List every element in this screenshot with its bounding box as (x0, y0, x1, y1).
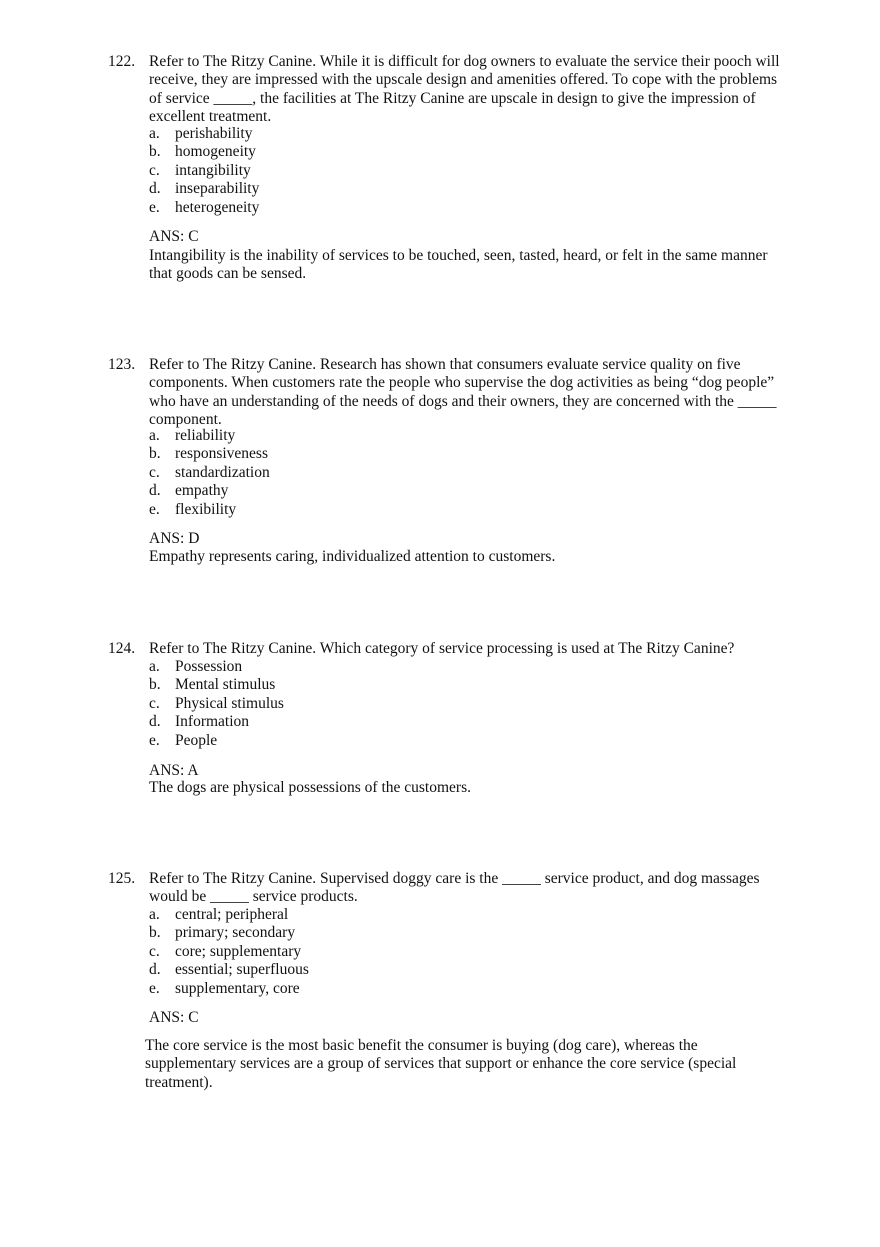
option-a (149, 427, 749, 445)
option-text: heterogeneity (175, 198, 260, 216)
explanation-line: supplementary services are a group of services that support or enhance the core service (special (145, 1055, 737, 1073)
question-number: 125. (108, 870, 136, 887)
option-e (149, 501, 749, 519)
answer-key: ANS: C (149, 1009, 199, 1026)
option-c (149, 162, 749, 180)
option-text: empathy (175, 482, 229, 500)
option-e (149, 199, 749, 217)
question-stem (149, 53, 799, 127)
option-a (149, 125, 749, 143)
option-letter: a. (149, 906, 160, 923)
stem-line: Refer to The Ritzy Canine. Which category of service processing is used at The Ritzy Canine? (149, 640, 735, 657)
option-a (149, 906, 749, 924)
option-text: supplementary, core (175, 979, 300, 997)
answer-explanation (145, 1037, 805, 1092)
option-letter: b. (149, 445, 161, 463)
option-b (149, 143, 749, 161)
stem-line: excellent treatment. (149, 108, 272, 126)
answer-explanation (149, 247, 809, 284)
explanation-line: Intangibility is the inability of services to be touched, seen, tasted, heard, or felt in the same manner (149, 247, 768, 264)
option-letter: a. (149, 427, 160, 444)
option-text: homogeneity (175, 143, 256, 161)
option-text: essential; superfluous (175, 961, 309, 979)
option-text: intangibility (175, 161, 251, 179)
option-letter: d. (149, 713, 161, 731)
option-letter: b. (149, 924, 161, 942)
option-d (149, 482, 749, 500)
option-letter: c. (149, 942, 160, 960)
explanation-line: The core service is the most basic benefit the consumer is buying (dog care), whereas the (145, 1037, 698, 1054)
option-text: People (175, 731, 218, 749)
option-e (149, 980, 749, 998)
option-d (149, 180, 749, 198)
question-number: 124. (108, 640, 136, 657)
option-letter: a. (149, 658, 160, 675)
option-text: Possession (175, 658, 243, 675)
explanation-line: The dogs are physical possessions of the customers. (149, 779, 471, 796)
answer-options (149, 125, 749, 217)
option-c (149, 464, 749, 482)
option-letter: c. (149, 161, 160, 179)
option-letter: b. (149, 676, 161, 694)
answer-key: ANS: A (149, 762, 199, 779)
option-text: perishability (175, 125, 253, 142)
option-letter: c. (149, 694, 160, 712)
question-stem (149, 356, 799, 430)
option-c (149, 695, 749, 713)
option-text: core; supplementary (175, 942, 302, 960)
option-letter: b. (149, 143, 161, 161)
answer-options (149, 427, 749, 519)
answer-options (149, 906, 749, 998)
option-letter: e. (149, 500, 160, 518)
stem-line: receive, they are impressed with the upscale design and amenities offered. To cope with the problems (149, 71, 778, 89)
option-text: responsiveness (175, 445, 268, 463)
stem-line: Refer to The Ritzy Canine. While it is difficult for dog owners to evaluate the service their pooch will (149, 53, 780, 70)
explanation-line: that goods can be sensed. (149, 265, 307, 283)
option-text: reliability (175, 427, 236, 444)
option-letter: e. (149, 731, 160, 749)
question-number: 122. (108, 53, 136, 70)
answer-key: ANS: D (149, 530, 200, 547)
option-text: primary; secondary (175, 924, 296, 942)
option-letter: c. (149, 463, 160, 481)
option-letter: e. (149, 979, 160, 997)
option-text: central; peripheral (175, 906, 289, 923)
option-b (149, 445, 749, 463)
stem-line: would be _____ service products. (149, 888, 358, 906)
option-text: standardization (175, 463, 270, 481)
stem-line: components. When customers rate the people who supervise the dog activities as being “dog people” (149, 374, 775, 392)
stem-line: who have an understanding of the needs of dogs and their owners, they are concerned with the _____ (149, 392, 777, 410)
answer-options (149, 658, 749, 750)
stem-line: component. (149, 411, 222, 429)
option-text: Information (175, 713, 250, 731)
question-stem (149, 640, 799, 658)
option-text: Physical stimulus (175, 694, 284, 712)
option-letter: d. (149, 961, 161, 979)
option-text: flexibility (175, 500, 237, 518)
option-e (149, 732, 749, 750)
option-d (149, 713, 749, 731)
explanation-line: treatment). (145, 1073, 213, 1091)
option-letter: a. (149, 125, 160, 142)
option-letter: d. (149, 180, 161, 198)
option-a (149, 658, 749, 676)
option-letter: d. (149, 482, 161, 500)
option-b (149, 924, 749, 942)
option-letter: e. (149, 198, 160, 216)
option-b (149, 676, 749, 694)
option-text: Mental stimulus (175, 676, 276, 694)
option-text: inseparability (175, 180, 260, 198)
option-d (149, 961, 749, 979)
answer-explanation (149, 779, 809, 797)
answer-explanation (149, 548, 809, 566)
stem-line: Refer to The Ritzy Canine. Research has shown that consumers evaluate service quality on five (149, 356, 741, 373)
stem-line: Refer to The Ritzy Canine. Supervised doggy care is the _____ service product, and dog massages (149, 870, 760, 887)
explanation-line: Empathy represents caring, individualized attention to customers. (149, 548, 556, 565)
question-stem (149, 870, 799, 907)
question-number: 123. (108, 356, 136, 373)
answer-key: ANS: C (149, 228, 199, 245)
option-c (149, 943, 749, 961)
stem-line: of service _____, the facilities at The Ritzy Canine are upscale in design to give the impression of (149, 89, 756, 107)
